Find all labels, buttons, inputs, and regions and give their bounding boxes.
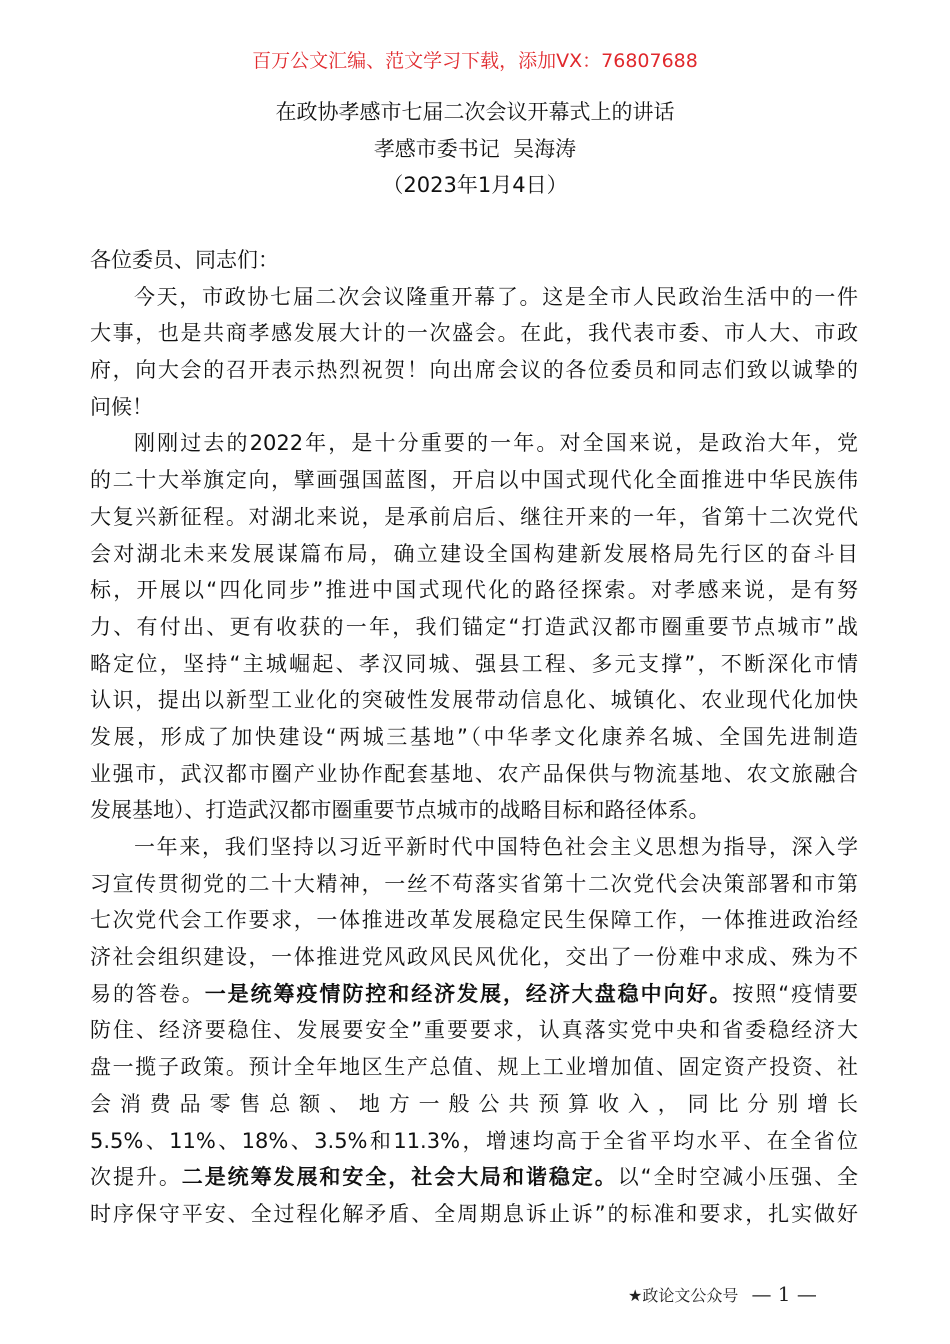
text-line	[90, 499, 858, 536]
text-line	[90, 536, 858, 573]
text-line	[90, 866, 858, 903]
text-segment: 标，开展以“四化同步”推进中国式现代化的路径探索。对孝感来说，是有努	[90, 578, 858, 603]
text-line	[90, 462, 858, 499]
author-line: 孝感市委书记 吴海涛	[373, 137, 577, 161]
text-line	[90, 939, 858, 976]
text-line	[90, 609, 858, 646]
text-segment: 问候！	[90, 394, 153, 419]
text-line	[90, 902, 858, 939]
text-line	[90, 976, 858, 1013]
text-line	[90, 1159, 858, 1196]
page-footer	[628, 1282, 817, 1306]
paragraph	[90, 829, 858, 1233]
text-line	[90, 1012, 858, 1049]
text-line	[90, 572, 858, 609]
text-segment: 大复兴新征程。对湖北来说，是承前启后、继往开来的一年，省第十二次党代	[90, 504, 858, 529]
text-segment: 刚刚过去的2022年，是十分重要的一年。对全国来说，是政治大年，党	[134, 431, 858, 456]
text-line	[90, 1123, 858, 1160]
text-line	[90, 792, 858, 829]
text-segment: 的二十大举旗定向，擘画强国蓝图，开启以中国式现代化全面推进中华民族伟	[90, 468, 858, 493]
text-line	[90, 1196, 858, 1233]
text-segment: 府，向大会的召开表示热烈祝贺！向出席会议的各位委员和同志们致以诚挚的	[90, 358, 858, 383]
text-segment: 认识，提出以新型工业化的突破性发展带动信息化、城镇化、农业现代化加快	[90, 688, 858, 713]
text-segment: 次提升。	[90, 1165, 182, 1190]
text-segment: 发展，形成了加快建设“两城三基地”（中华孝文化康养名城、全国先进制造	[90, 724, 858, 749]
page-number: — 1 —	[751, 1282, 817, 1306]
document-title: 在政协孝感市七届二次会议开幕式上的讲话	[275, 100, 675, 124]
text-segment: 习宣传贯彻党的二十大精神，一丝不苟落实省第十二次党代会决策部署和市第	[90, 871, 858, 896]
text-segment: 大事，也是共商孝感发展大计的一次盛会。在此，我代表市委、市人大、市政	[90, 321, 858, 346]
text-segment: 按照“疫情要	[732, 981, 858, 1006]
text-line	[90, 279, 858, 316]
text-line	[90, 682, 858, 719]
text-segment: 会 消 费 品 零 售 总 额 、 地 方 一 般 公 共 预 算 收 入 ， 同 比 分 别 增 长	[90, 1091, 858, 1116]
salutation	[90, 242, 858, 279]
text-segment: 以“全时空减小压强、全	[617, 1165, 859, 1190]
text-segment: 防住、经济要稳住、发展要安全”重要要求，认真落实党中央和省委稳经济大	[90, 1018, 858, 1043]
text-line	[90, 719, 858, 756]
text-line	[90, 756, 858, 793]
text-segment: 济社会组织建设，一体推进党风政风民风优化，交出了一份难中求成、殊为不	[90, 945, 858, 970]
text-segment: 七次党代会工作要求，一体推进改革发展稳定民生保障工作，一体推进政治经	[90, 908, 858, 933]
text-segment: 时序保守平安、全过程化解矛盾、全周期息诉止诉”的标准和要求，扎实做好	[90, 1201, 858, 1226]
text-line	[90, 352, 858, 389]
watermark-banner: 百万公文汇编、范文学习下载，添加VX：76807688	[252, 50, 698, 72]
paragraph	[90, 425, 858, 829]
paragraph	[90, 279, 858, 426]
footer-label: ★政论文公众号	[628, 1286, 739, 1305]
text-line	[90, 829, 858, 866]
text-segment: 业强市，武汉都市圈产业协作配套基地、农产品保供与物流基地、农文旅融合	[90, 761, 858, 786]
text-segment: 易的答卷。	[90, 981, 205, 1006]
text-segment: 会对湖北未来发展谋篇布局，确立建设全国构建新发展格局先行区的奋斗目	[90, 541, 858, 566]
date-line: （2023年1月4日）	[382, 173, 568, 197]
bold-heading-text: 二是统筹发展和安全，社会大局和谐稳定。	[181, 1165, 618, 1190]
text-segment: 盘一揽子政策。预计全年地区生产总值、规上工业增加值、固定资产投资、社	[90, 1055, 858, 1080]
text-line	[90, 389, 858, 426]
text-segment: 今天，市政协七届二次会议隆重开幕了。这是全市人民政治生活中的一件	[134, 284, 858, 309]
text-segment: 5.5%、11%、18%、3.5%和11.3%，增速均高于全省平均水平、在全省位	[90, 1128, 858, 1153]
text-line	[90, 315, 858, 352]
text-segment: 力、有付出、更有收获的一年，我们锚定“打造武汉都市圈重要节点城市”战	[90, 614, 858, 639]
bold-heading-text: 一是统筹疫情防控和经济发展，经济大盘稳中向好。	[204, 981, 733, 1006]
document-body	[90, 242, 858, 1233]
text-line	[90, 1086, 858, 1123]
text-segment: 各位委员、同志们：	[90, 248, 279, 272]
text-segment: 一年来，我们坚持以习近平新时代中国特色社会主义思想为指导，深入学	[134, 835, 858, 859]
text-line	[90, 1049, 858, 1086]
text-line	[90, 425, 858, 462]
text-line	[90, 242, 858, 279]
text-segment: 略定位，坚持“主城崛起、孝汉同城、强县工程、多元支撑”，不断深化市情	[90, 651, 858, 676]
text-segment: 发展基地）、打造武汉都市圈重要节点城市的战略目标和路径体系。	[90, 798, 710, 823]
text-line	[90, 646, 858, 683]
